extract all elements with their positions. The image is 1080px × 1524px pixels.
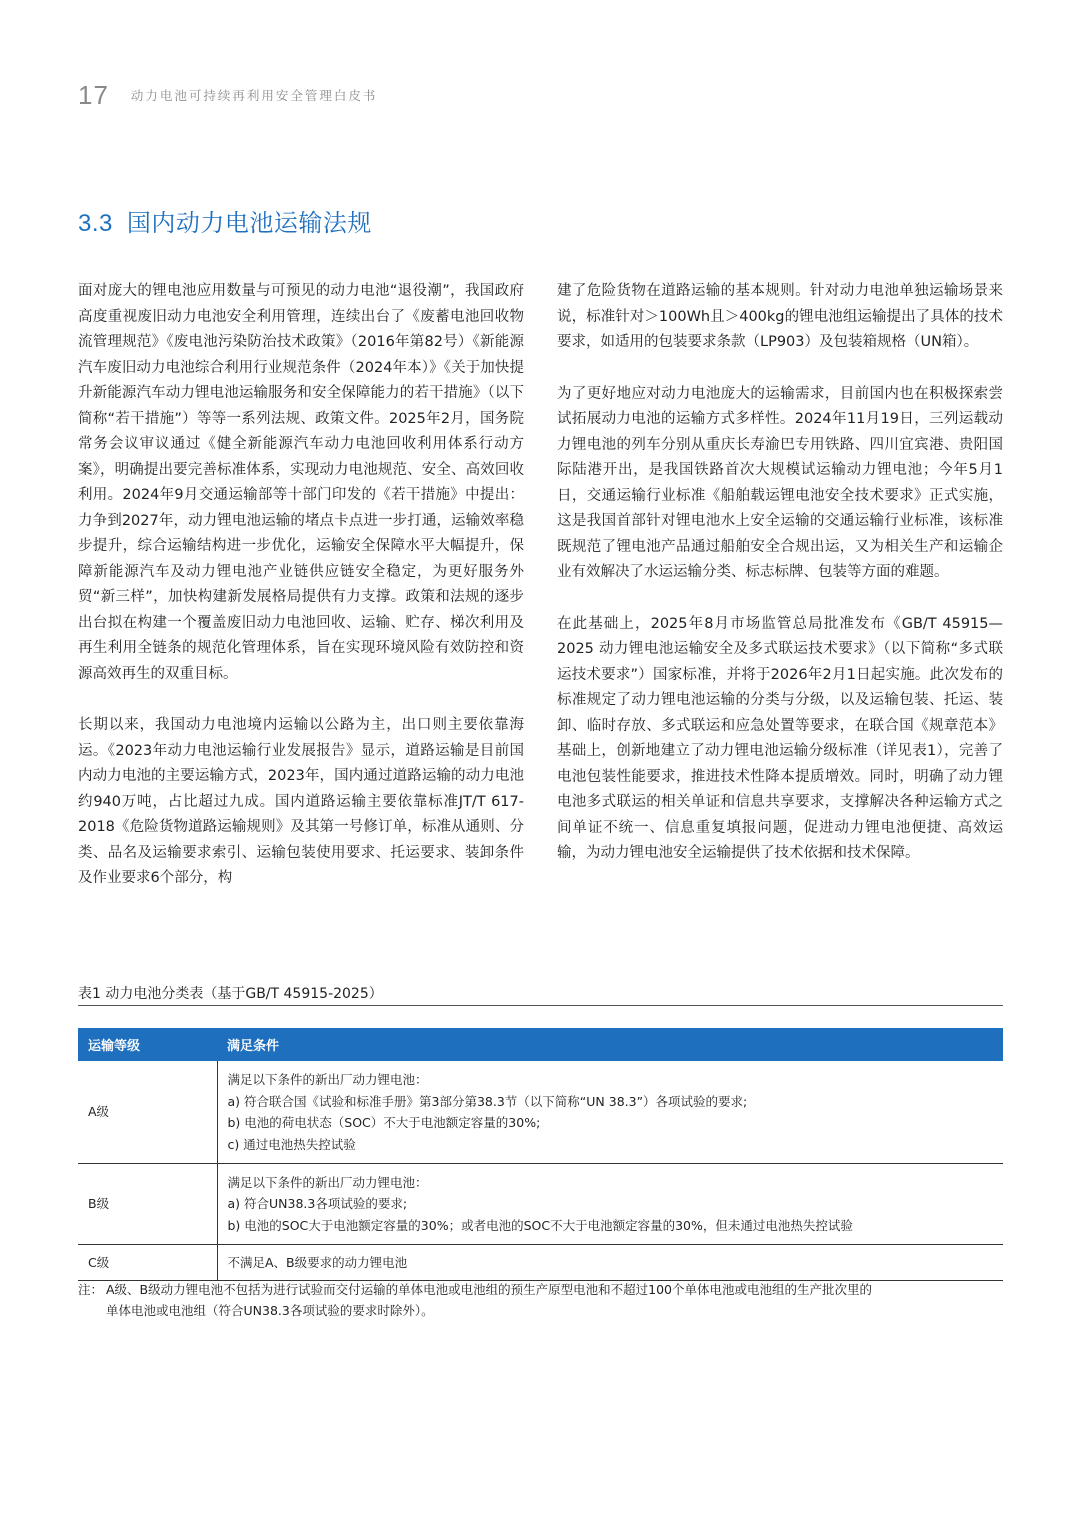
note-line-2: 单体电池或电池组（符合UN38.3各项试验的要求时除外）。 (106, 1303, 434, 1318)
table-row (78, 1245, 1003, 1281)
condition-line: 不满足A、B级要求的动力锂电池 (227, 1254, 408, 1270)
grade-cell: B级 (78, 1164, 217, 1245)
condition-line: c) 通过电池热失控试验 (227, 1136, 356, 1152)
condition-line: b) 电池的SOC大于电池额定容量的30%；或者电池的SOC不大于电池额定容量的30%，但未通过电池热失控试验 (227, 1217, 853, 1233)
conditions-cell (217, 1061, 1003, 1164)
note-prefix: 注： (78, 1282, 104, 1297)
conditions-cell (217, 1164, 1003, 1245)
condition-line: b) 电池的荷电状态（SOC）不大于电池额定容量的30%; (227, 1115, 541, 1130)
caption-divider (78, 1005, 1003, 1006)
left-column (78, 279, 524, 918)
condition-line: a) 符合UN38.3各项试验的要求; (227, 1196, 408, 1212)
section-number: 3.3 (78, 210, 113, 237)
note-line-1: A级、B级动力锂电池不包括为进行试验而交付运输的单体电池或电池组的预生产原型电池和不超过100个单体电池或电池组的生产批次里的 (106, 1282, 872, 1297)
paragraph: 在此基础上，2025年8月市场监管总局批准发布《GB/T 45915—2025 动力锂电池运输安全及多式联运技术要求》（以下简称“多式联运技术要求”）国家标准，并将于2026年2月1日起实施。此次发布的标准规定了动力锂电池运输的分类与分级，以及运输包装、托运、装卸、临时存放、多式联运和应急处置等要求，在联合国《规章范本》基础上，创新地建立了动力锂电池运输分级标准（详见表1），完善了电池包装性能要求，推进技术性降本提质增效。同时，明确了动力锂电池多式联运的相关单证和信息共享要求，支撑解决各种运输方式之间单证不统一、信息重复填报问题，促进动力锂电池便捷、高效运输，为动力锂电池安全运输提供了技术依据和技术保障。 (557, 615, 1003, 861)
paragraph: 面对庞大的锂电池应用数量与可预见的动力电池“退役潮”，我国政府高度重视废旧动力电池安全利用管理，连续出台了《废蓄电池回收物流管理规范》《废电池污染防治技术政策》（2016年第82号）《新能源汽车废旧动力电池综合利用行业规范条件（2024年本）》《关于加快提升新能源汽车动力锂电池运输服务和安全保障能力的若干措施》（以下简称“若干措施”）等等一系列法规、政策文件。2025年2月，国务院常务会议审议通过《健全新能源汽车动力电池回收利用体系行动方案》，明确提出要完善标准体系，实现动力电池规范、安全、高效回收利用。2024年9月交通运输部等十部门印发的《若干措施》中提出：力争到2027年，动力锂电池运输的堵点卡点进一步打通，运输效率稳步提升，综合运输结构进一步优化，运输安全保障水平大幅提升，保障新能源汽车及动力锂电池产业链供应链安全稳定，为更好服务外贸“新三样”，加快构建新发展格局提供有力支撑。政策和法规的逐步出台拟在构建一个覆盖废旧动力电池回收、运输、贮存、梯次利用及再生利用全链条的规范化管理体系，旨在实现环境风险有效防控和资源高效再生的双重目标。 (78, 283, 524, 682)
condition-line: 满足以下条件的新出厂动力锂电池： (227, 1072, 428, 1087)
paragraph: 为了更好地应对动力电池庞大的运输需求，目前国内也在积极探索尝试拓展动力电池的运输方式多样性。2024年11月19日，三列运载动力锂电池的列车分别从重庆长寿渝巴专用铁路、四川宜宾港、贵阳国际陆港开出，是我国铁路首次大规模试运输动力锂电池；今年5月1日，交通运输行业标准《船舶载运锂电池安全技术要求》正式实施，这是我国首部针对锂电池水上安全运输的交通运输行业标准，该标准既规范了锂电池产品通过船舶安全合规出运，又为相关生产和运输企业有效解决了水运运输分类、标志标牌、包装等方面的难题。 (557, 385, 1003, 580)
section-title: 国内动力电池运输法规 (126, 209, 372, 237)
header-grade: 运输等级 (78, 1028, 217, 1061)
table-note (78, 1279, 1003, 1321)
running-title: 动力电池可持续再利用安全管理白皮书 (130, 88, 378, 103)
table-row (78, 1164, 1003, 1245)
table-row (78, 1061, 1003, 1164)
grade-cell: C级 (78, 1245, 217, 1281)
table-header-row (78, 1028, 1003, 1061)
condition-line: 满足以下条件的新出厂动力锂电池： (227, 1174, 428, 1190)
header-conditions: 满足条件 (217, 1028, 1003, 1061)
page-number: 17 (78, 80, 109, 110)
section-heading (78, 203, 372, 238)
battery-classification-table (78, 1028, 1003, 1281)
page-header (78, 80, 377, 111)
paragraph: 长期以来，我国动力电池境内运输以公路为主，出口则主要依靠海运。《2023年动力电池运输行业发展报告》显示，道路运输是目前国内动力电池的主要运输方式，2023年，国内通过道路运输的动力电池约940万吨，占比超过九成。国内道路运输主要依靠标准JT/T 617-2018《危险货物道路运输规则》及其第一号修订单，标准从通则、分类、品名及运输要求索引、运输包装使用要求、托运要求、装卸条件及作业要求6个部分，构 (78, 717, 524, 886)
condition-line: a) 符合联合国《试验和标准手册》第3部分第38.3节（以下简称“UN 38.3”）各项试验的要求; (227, 1093, 748, 1109)
paragraph: 建了危险货物在道路运输的基本规则。针对动力电池单独运输场景来说，标准针对＞100Wh且＞400kg的锂电池组运输提出了具体的技术要求，如适用的包装要求条款（LP903）及包装箱规格（UN箱）。 (557, 283, 1003, 350)
right-column (557, 279, 1003, 893)
conditions-cell (217, 1245, 1003, 1281)
table-caption: 表1 动力电池分类表（基于GB/T 45915-2025） (78, 986, 383, 1002)
grade-cell: A级 (78, 1061, 217, 1164)
